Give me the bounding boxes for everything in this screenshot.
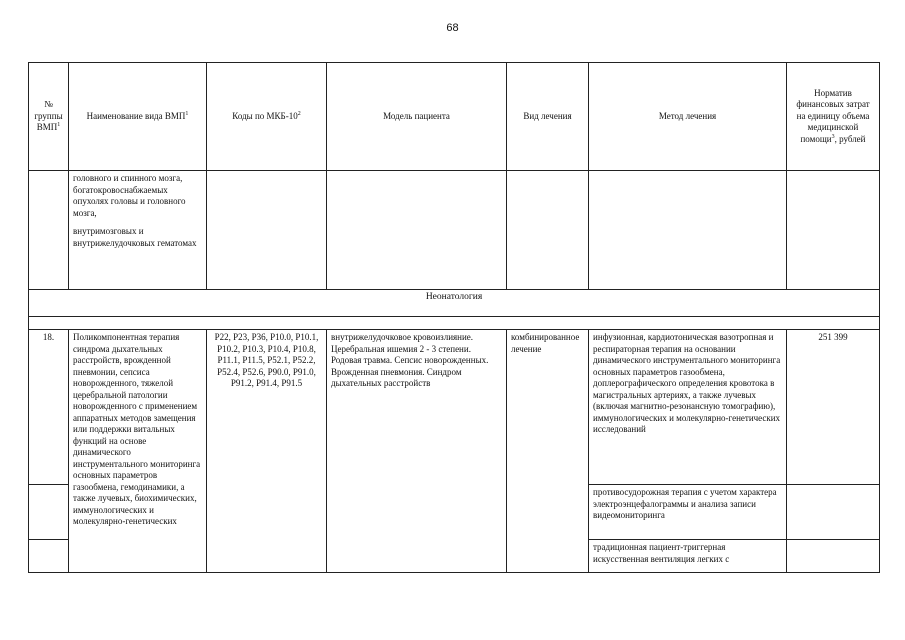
header-group-number: № группы ВМП$^1$ <box>29 63 69 171</box>
header-treatment-type: Вид лечения <box>507 63 589 171</box>
cell-treatment-method: инфузионная, кардиотоническая вазотропная и респираторная терапия на основании динамического инструментального мониторинга основных параметров газообмена, доплерографического определения кровотока в магистральных артериях, а также лучевых (включая магнитно-резонансную томографию), иммунологических и молекулярно-генетических исследований <box>589 330 787 485</box>
section-row <box>29 290 880 317</box>
header-patient-model: Модель пациента <box>327 63 507 171</box>
cell-icd-codes <box>207 171 327 290</box>
vmp-table <box>28 62 880 573</box>
cell-cost <box>787 485 880 540</box>
cell-group-number: 18. <box>29 330 69 485</box>
cell-treatment-method: традиционная пациент-триггерная искусственная вентиляция легких с <box>589 540 787 573</box>
cell-cost: 251 399 <box>787 330 880 485</box>
cell-treatment-type <box>507 171 589 290</box>
cell-treatment-method: противосудорожная терапия с учетом характера электроэнцефалограммы и анализа записи видеомониторинга <box>589 485 787 540</box>
cell-icd-codes: P22, P23, P36, P10.0, P10.1, P10.2, P10.3, P10.4, P10.8, P11.1, P11.5, P52.1, P52.2, P52.4, P52.6, P90.0, P91.0, P91.2, P91.4, P91.5 <box>207 330 327 573</box>
table-header-row <box>29 63 880 171</box>
cell-cost <box>787 540 880 573</box>
vmp-name-part-2: внутримозговых и внутрижелудочковых гематомах <box>73 226 197 248</box>
section-title: Неонатология <box>29 290 880 317</box>
spacer-cell <box>29 317 880 330</box>
header-treatment-method: Метод лечения <box>589 63 787 171</box>
cell-patient-model <box>327 171 507 290</box>
table-row <box>29 330 880 485</box>
cell-vmp-name <box>69 171 207 290</box>
cell-cost <box>787 171 880 290</box>
vmp-name-part-1: головного и спинного мозга, богатокровоснабжаемых опухолях головы и головного мозга, <box>73 173 186 218</box>
spacer-row <box>29 317 880 330</box>
page-number: 68 <box>446 22 459 34</box>
header-vmp-name: Наименование вида ВМП$^1$ <box>69 63 207 171</box>
header-icd-codes: Коды по МКБ-$10^2$ <box>207 63 327 171</box>
cell-treatment-type: комбинированное лечение <box>507 330 589 573</box>
cell-group-number <box>29 540 69 573</box>
cell-group-number <box>29 485 69 540</box>
cell-group-number <box>29 171 69 290</box>
cell-treatment-method <box>589 171 787 290</box>
cell-vmp-name: Поликомпонентная терапия синдрома дыхательных расстройств, врожденной пневмонии, сепсиса новорожденного, тяжелой церебральной патологии новорожденного с применением аппаратных методов замещения или поддержки витальных функций на основе динамического инструментального мониторинга основных параметров газообмена, гемодинамики, а также лучевых, биохимических, иммунологических и молекулярно-генетических <box>69 330 207 573</box>
header-cost-standard: Норматив финансовых затрат на единицу объема медицинской помощи$^3$, рублей <box>787 63 880 171</box>
table-row <box>29 171 880 290</box>
cell-patient-model: внутрижелудочковое кровоизлияние. Церебральная ишемия 2 - 3 степени. Родовая травма. Сепсис новорожденных. Врожденная пневмония. Синдром дыхательных расстройств <box>327 330 507 573</box>
